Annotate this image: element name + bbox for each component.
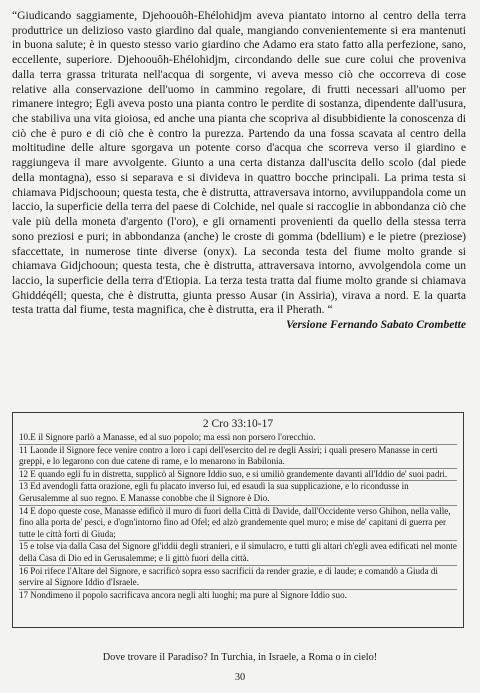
main-quote-paragraph	[12, 9, 466, 333]
bible-reference: 2 Cro 33:10-17	[202, 418, 274, 430]
footer-question: Dove trovare il Paradiso? In Turchia, in Israele, a Roma o in cielo!	[102, 652, 378, 663]
verse-11: 11 Laonde il Signore fece venire contro a loro i capi dell'esercito del re degli Assiri; i quali presero Manasse in certi greppi, e lo legarono con due catene di rame, e lo menarono in Babilonia.	[19, 444, 438, 467]
verse-14: 14 E dopo queste cose, Manasse edificò il muro di fuori della Città di Davide, dall'Occidente verso Ghihon, nella valle, fino alla porta de' pesci, e d'ogn'intorno fino ad Ofel; ed alzò grandemente quel muro; e mise de' capitani di guerra per tutte le città forti di Giuda;	[19, 505, 451, 539]
verse-10: 10.E il Signore parlò a Manasse, ed al suo popolo; ma essi non porsero l'orecchio.	[19, 432, 316, 442]
bible-passage-box	[12, 412, 464, 628]
verse-12: 12 E quando egli fu in distretta, supplicò al Signore Iddio suo, e si umiliò grandemente davanti all'Iddio de' suoi padri.	[19, 468, 448, 479]
page-number: 30	[234, 672, 246, 683]
quote-signature: Versione Fernando Sabato Crombette	[285, 318, 466, 332]
quote-body-text: “Giudicando saggiamente, Djehoouôh-Ehélohidjm aveva piantato intorno al centro della terra produttrice un delizioso vasto giardino dal quale, mangiando convenientemente si era mantenuti in buona salute; è in questo stesso vario giardino che Adamo era stato fatto alla perfezione, sano, eccellente, superiore. Djehoouôh-Ehélohidjm, circondando delle sue cure colui che proveniva dalla terra grassa triturata nell'acqua di sorgente, vi aveva messo ciò che occorreva di cose relative alla conservazione dell'uomo in cammino regolare, di frutti necessari all'uomo per rimanere integro; Egli aveva posto una pianta contro le perdite di sostanza, dipendente dall'usura, che stabiliva una vita gioiosa, ed anche una pianta che scopriva al disubbidiente la conoscenza di ciò che è puro e di ciò che è contro la purezza. Partendo da una fossa scavata al centro della moltitudine delle alture sgorgava un potente corso d'acqua che scorreva verso il giardino e raggiungeva il mare avvolgente. Giunto a una certa distanza dall'uscita dello scolo (dal piede della montagna), esso si separava e si divideva in quattro bocche principali. La prima testa si chiamava Pidjschooun; questa testa, che è distrutta, attraversava intorno, avviluppandola come un laccio, la superficie della terra del paese di Colchide, nel quale si raccoglie in abbondanza ciò che vale più della moneta d'argento (l'oro), e gli ornamenti provenienti da quello della stessa terra sono preziosi e puri; in abbondanza (anche) le croste di gomma (bdellium) e le pietre (preziose) sfaccettate, in numerose tinte diverse (onyx). La seconda testa del fiume molto grande si chiamava Gidjchooun; questa testa, che è distrutta, attraversava intorno, avvolgendola come un laccio, la superficie della terra d'Etiopia. La terza testa tratta dal fiume molto grande si chiamava Ghiddéqéll; questa, che è distrutta, giunta presso Ausar (in Assiria), virava a nord. E la quarta testa tratta dal fiume, testa magnifica, che è distrutta, era il Pherath. “	[12, 9, 466, 317]
verse-15: 15 e tolse via dalla Casa del Signore gl'iddii degli stranieri, e il simulacro, e tutti gli altari ch'egli avea edificati nel monte della Casa di Dio ed in Gerusalemme; e li gittò fuori della città.	[19, 541, 457, 563]
verse-17: 17 Nondimeno il popolo sacrificava ancora negli alti luoghi; ma pure al Signore Iddio suo.	[19, 589, 347, 600]
verse-13: 13 Ed avendogli fatta orazione, egli fu placato inverso lui, ed esaudì la sua supplicazione, e lo ricondusse in Gerusalemme al suo regno. E Manasse conobbe che il Signore è Dio.	[19, 481, 409, 503]
verse-16: 16 Poi rifece l'Altare del Signore, e sacrificò sopra esso sacrificii da render grazie, e di laude; e comandò a Giuda di servire al Signore Iddio d'Israele.	[19, 565, 438, 588]
